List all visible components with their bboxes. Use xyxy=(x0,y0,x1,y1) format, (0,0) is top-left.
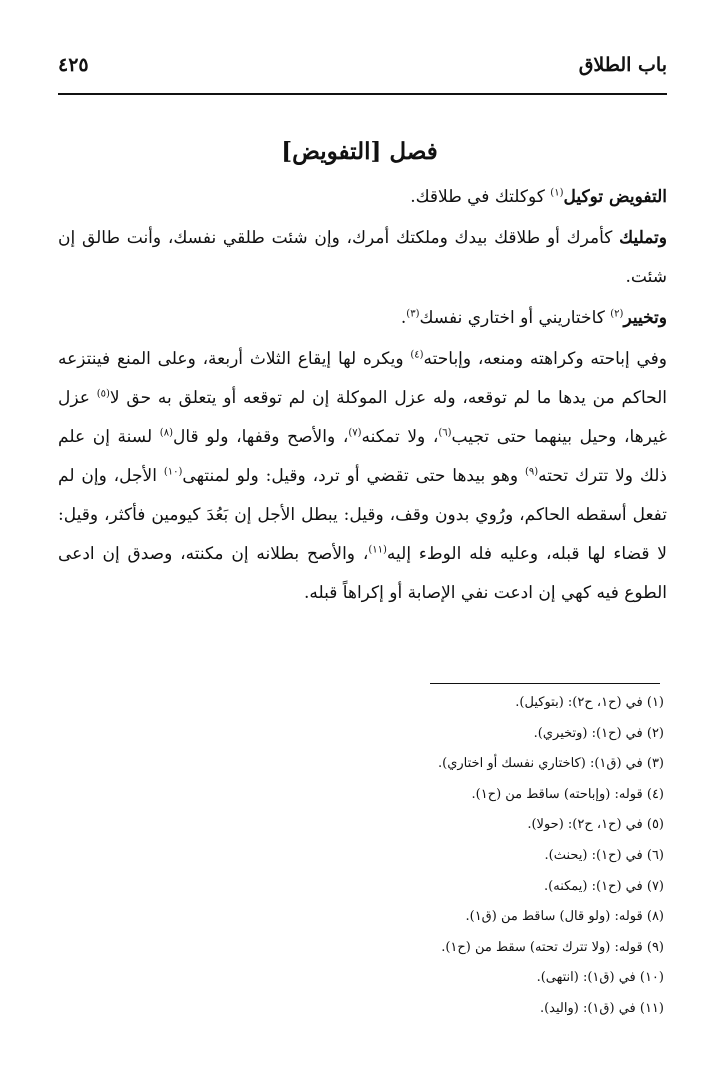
paragraph-text: الأجل، وإن لم تفعل أسقطه الحاكم، ورُوي بدون وقف، وقيل: يبطل الأجل إن بَعُدَ كيومين فأكثر، وقيل: لا قضاء لها قبله، وعليه فله الوطء إليه xyxy=(58,466,668,564)
paragraph-takhyir xyxy=(58,299,667,338)
paragraph-tamlik xyxy=(58,219,667,297)
footnote-item: (٥) في (ح١، ح٢): (حولا). xyxy=(527,817,664,833)
paragraph-text: ، والأصح بطلانه إن مكنته، وصدق إن ادعى الطوع فيه كهي إن ادعت نفي الإصابة أو إكراهاً قبله. xyxy=(58,544,667,603)
footnote-item: (٧) في (ح١): (يمكنه). xyxy=(544,878,664,894)
paragraph-text: لسنة إن علم ذلك ولا تترك تحته xyxy=(58,427,667,486)
paragraph-text: عزل غيرها، وحيل بينهما حتى تجيب xyxy=(58,388,668,447)
footnote-ref[interactable]: (٣) xyxy=(406,308,420,320)
footnote-ref[interactable]: (٢) xyxy=(610,308,624,320)
footnote-item: (٢) في (ح١): (وتخيري). xyxy=(533,725,664,741)
footnote-ref[interactable]: (٦) xyxy=(438,427,452,439)
paragraph-text: ، والأصح وقفها، ولو قال xyxy=(172,427,349,447)
page-number: ٤٢٥ xyxy=(58,54,89,76)
running-header xyxy=(58,54,667,88)
footnote-item: (١) في (ح١، ح٢): (بتوكيل). xyxy=(515,695,664,710)
paragraph-text: كاختاريني أو اختاري نفسك xyxy=(419,308,611,328)
footnote-ref[interactable]: (٥) xyxy=(96,388,110,400)
paragraph-lead: وتخيير xyxy=(623,308,667,328)
paragraph-text: وهو بيدها حتى تقضي أو ترد، وقيل: ولو لمنتهى xyxy=(182,466,525,486)
footnotes xyxy=(58,688,664,1025)
paragraph-lead: التفويض توكيل xyxy=(563,187,667,207)
section-title: فصل [التفويض] xyxy=(281,138,438,165)
footnote-item: (٣) في (ق١): (كاختاري نفسك أو اختاري). xyxy=(438,756,664,772)
footnote-ref[interactable]: (٤) xyxy=(410,349,424,361)
footnote-item: (١٠) في (ق١): (انتهى). xyxy=(536,970,664,986)
paragraph-text: ، ولا تمكنه xyxy=(361,427,439,447)
footnote-item: (٨) قوله: (ولو قال) ساقط من (ق١). xyxy=(465,909,664,925)
paragraph-lead: وتمليك xyxy=(619,228,667,248)
footnote-ref[interactable]: (٧) xyxy=(348,427,362,439)
paragraph-text: كأمرك أو طلاقك بيدك وملكتك أمرك، وإن شئت طلقي نفسك، وأنت طالق إن شئت. xyxy=(58,228,667,287)
paragraph-text: . xyxy=(400,308,407,328)
footnote-ref[interactable]: (٩) xyxy=(524,466,539,478)
paragraph-text: كوكلتك في طلاقك. xyxy=(410,187,551,207)
footnote-ref[interactable]: (١) xyxy=(550,187,564,199)
chapter-title: باب الطلاق xyxy=(578,54,667,76)
footnote-separator xyxy=(430,683,660,684)
footnote-ref[interactable]: (١٠) xyxy=(163,466,183,478)
paragraph-text: ويكره لها إيقاع الثلاث أربعة، وعلى المنع فينتزعه الحاكم من يدها ما لم توقعه، وله عزل الموكلة إن لم توقعه أو يتعلق به حق لا xyxy=(58,349,668,408)
paragraph-tafwid xyxy=(58,178,667,217)
paragraph-text: وفي إباحته وكراهته ومنعه، وإباحته xyxy=(423,349,668,369)
header-rule xyxy=(58,93,667,95)
footnote-ref[interactable]: (٨) xyxy=(159,427,173,439)
paragraph-ibaha xyxy=(58,340,667,613)
footnote-item: (٤) قوله: (وإباحته) ساقط من (ح١). xyxy=(471,786,664,802)
footnote-item: (٦) في (ح١): (يحنث). xyxy=(544,847,664,863)
footnote-item: (٩) قوله: (ولا تترك تحته) سقط من (ح١). xyxy=(441,939,664,955)
footnote-ref[interactable]: (١١) xyxy=(368,544,387,556)
main-text xyxy=(58,178,667,613)
footnote-item: (١١) في (ق١): (واليد). xyxy=(539,1000,664,1016)
